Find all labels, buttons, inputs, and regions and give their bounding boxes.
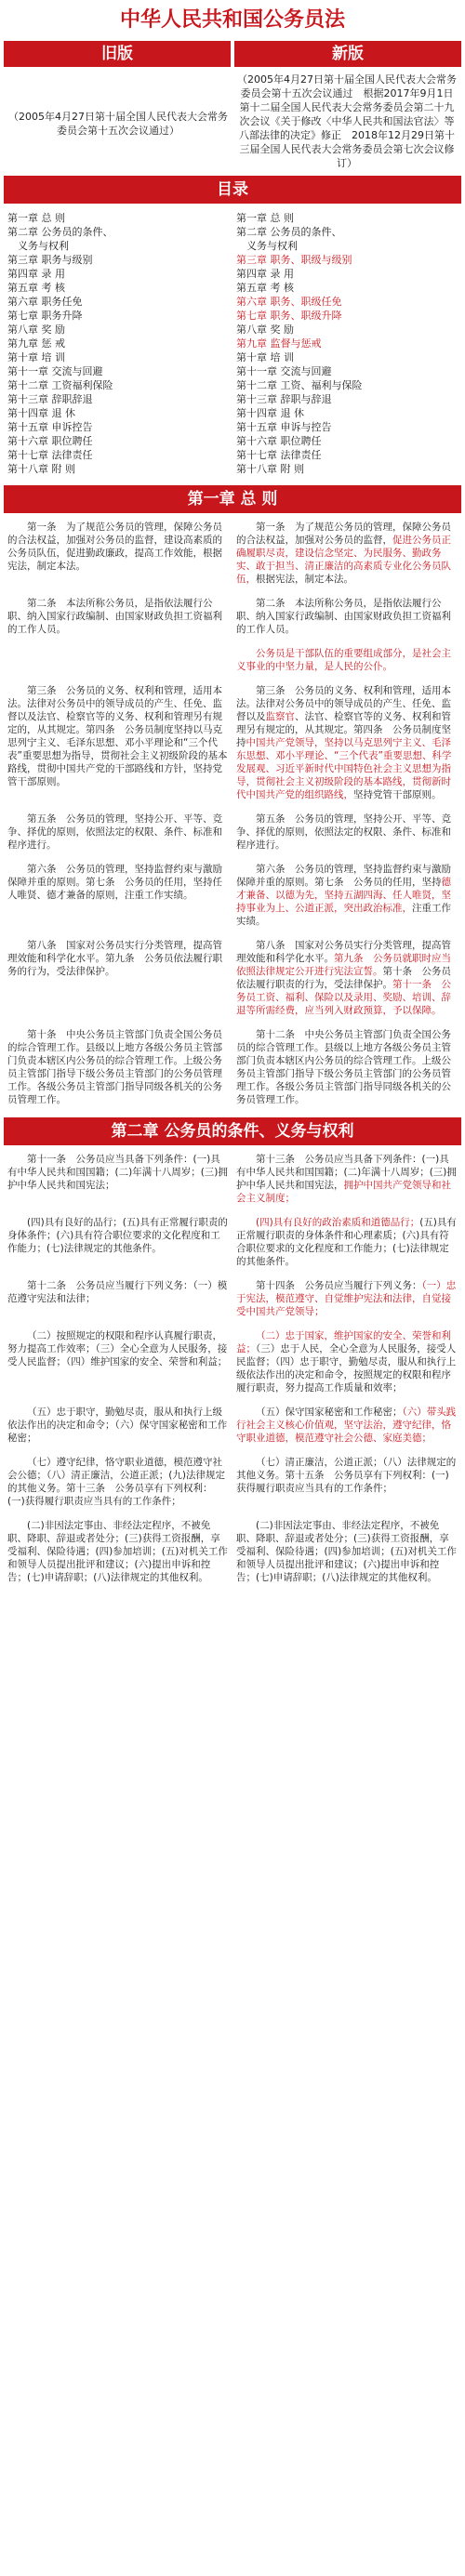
old-article-text [7, 1406, 229, 1445]
text-segment: (二)非因法定事由、非经法定程序，不被免职、降职、辞退或者处分； [7, 1520, 211, 1544]
article-row [0, 1279, 465, 1318]
new-article-text [236, 812, 458, 852]
toc-old-item: 第十章 培 训 [7, 351, 65, 363]
text-segment: 第十二条 中央公务员主管部门负责全国公务员的综合管理工作。县级以上地方各级公务员主管部门负责本辖区内公务员的综合管理工作。上级公务员主管部门指导下级公务员主管部门的公务员管理工作。各级公务员主管部门指导同级各机关的公务员管理工作。 [236, 1029, 451, 1105]
text-segment: 第十二条 公务员应当履行下列义务： [27, 1280, 193, 1291]
new-article-text [236, 1028, 458, 1106]
text-segment: (三)拥护中华人民共和国宪法； [7, 1167, 228, 1191]
toc-old-item: 第十五章 申诉控告 [7, 421, 93, 433]
new-article-text [236, 863, 458, 928]
new-article-text [236, 1153, 458, 1205]
text-segment: 第十条 公务员依法履行职责的行为，受法律保护。 [236, 966, 451, 990]
text-segment: (五)具有正常履行职责的身体条件和心理素质； [236, 1217, 457, 1241]
toc-new-item: 第六章 职务、职级任免 [236, 296, 342, 308]
text-segment: （三）全心全意为人民服务，接受人民监督； [7, 1343, 228, 1367]
text-segment: (一)具有中华人民共和国国籍； [7, 1154, 220, 1178]
toc-old-item: 第七章 职务升降 [7, 310, 83, 322]
toc-new-item: 第四章 录 用 [236, 268, 294, 280]
new-article-text [236, 1406, 458, 1445]
old-toc-list [7, 211, 229, 476]
toc-section [0, 211, 465, 476]
text-segment: 、法官、检察官等的义务、权利和管理另有规定的，从其规定。第四条 公务员制度坚持 [236, 711, 451, 748]
toc-new-item: 第十二章 工资、福利与保险 [236, 379, 363, 391]
text-segment: 第二条 本法所称公务员，是指依法履行公职、纳入国家行政编制、由国家财政负担工资福利的工作人员。 [7, 598, 222, 635]
toc-old-item: 第十四章 退 休 [7, 407, 75, 419]
toc-old-item: 第一章 总 则 [7, 212, 65, 224]
toc-old-item: 第十七章 法律责任 [7, 449, 93, 461]
new-article-text [236, 647, 458, 673]
old-article-text [7, 521, 229, 586]
new-edition-note: （2005年4月27日第十届全国人民代表大会常务委员会第十五次会议通过 根据2017年9月1日第十二届全国人民代表大会常务委员会第二十九次会议《关于修改〈中华人民共和国法官法〉等八部法律的决定》修正 2018年12月29日第十三届全国人民代表大会常务委员会第七次会议修订） [237, 73, 457, 169]
text-segment: (八)法律规定的其他权利。 [322, 1572, 437, 1583]
text-segment: 第三条 公务员的义务、权利和管理，适用本法。法律对公务员中的领导成员的产生、任免、监督以及 [236, 685, 451, 722]
text-segment: (七)法律规定的其他条件。 [236, 1243, 449, 1267]
text-segment: （七）清正廉洁，公道正派； [256, 1457, 383, 1468]
old-article-text [7, 1456, 229, 1508]
article-row [0, 684, 465, 801]
text-segment: (六)具有符合职位要求的文化程度和工作能力； [7, 1230, 220, 1254]
text-segment: 注重工作实绩。 [236, 903, 451, 927]
toc-new-item: 第七章 职务、职级升降 [236, 310, 342, 322]
old-article-text [7, 812, 229, 852]
toc-old-item: 第十六章 职位聘任 [7, 435, 93, 447]
toc-new-item: 第十五章 申诉与控告 [236, 421, 332, 433]
text-segment: (六)提出申诉和控告； [236, 1559, 440, 1583]
toc-new-item: 第三章 职务、职级与级别 [236, 254, 352, 266]
new-article-text [236, 597, 458, 636]
toc-old-item: 第十三章 辞职辞退 [7, 393, 93, 405]
text-segment: （五）保守国家秘密和工作秘密； [256, 1407, 403, 1418]
text-segment: 第九条 公务员就职时应当依照法律规定公开进行宪法宣誓。 [236, 953, 451, 977]
toc-header: 目录 [4, 176, 461, 204]
toc-old-item: 第二章 公务员的条件、 [7, 226, 113, 238]
toc-old-item: 第九章 惩 戒 [7, 337, 65, 350]
toc-old-item: 第八章 奖 励 [7, 324, 65, 336]
text-segment: 第八条 国家对公务员实行分类管理，提高管理效能和科学化水平。 [236, 940, 451, 964]
version-header [4, 41, 461, 67]
new-article-text [236, 1216, 458, 1268]
new-article-text [236, 1279, 458, 1318]
old-article-text [7, 1519, 229, 1584]
toc-new-item: 第十七章 法律责任 [236, 449, 322, 461]
toc-new-item: 义务与权利 [236, 240, 298, 252]
text-segment: 第十三条 公务员享有下列权利： [66, 1483, 213, 1494]
text-segment: （三）忠于人民，全心全意为人民服务，接受人民监督； [236, 1343, 457, 1367]
text-segment: （八）清正廉洁，公道正派； [46, 1470, 169, 1481]
text-segment: 公务员是干部队伍的重要组成部分，是社会主义事业的中坚力量，是人民的公仆。 [236, 648, 451, 672]
new-article-text [236, 1456, 458, 1508]
text-segment: (六)具有符合职位要求的文化程度和工作能力； [236, 1230, 449, 1254]
chapter-1-header: 第一章 总 则 [4, 485, 461, 513]
text-segment: （二）按照规定的权限和程序认真履行职责，努力提高工作效率； [7, 1330, 222, 1354]
toc-old-item: 第六章 职务任免 [7, 296, 83, 308]
text-segment: (四)具有良好的政治素质和道德品行； [256, 1217, 420, 1228]
article-row [0, 597, 465, 636]
text-segment: 拥护中国共产党领导和社会主义制度； [236, 1180, 451, 1204]
text-segment: (四)具有良好的品行； [27, 1217, 123, 1228]
text-segment: (七)法律规定的其他条件。 [46, 1243, 162, 1254]
text-segment: 第一条 为了规范公务员的管理，保障公务员的合法权益，加强对公务员的监督， [236, 522, 451, 546]
text-segment: (四)参加培训； [95, 1546, 162, 1557]
text-segment: 坚持党管干部原则。 [353, 789, 442, 800]
old-edition-note: （2005年4月27日第十届全国人民代表大会常务委员会第十五次会议通过） [8, 111, 228, 137]
text-segment: 第十五条 公务员享有下列权利： [285, 1470, 432, 1481]
text-segment: 第一条 为了规范公务员的管理，保障公务员的合法权益，加强对公务员的监督，建设高素质的公务员队伍，促进勤政廉政，提高工作效能，根据宪法，制定本法。 [7, 522, 222, 572]
article-row [0, 939, 465, 1017]
text-segment: (四)参加培训； [324, 1546, 391, 1557]
text-segment: （七）遵守纪律，恪守职业道德，模范遵守社会公德； [7, 1457, 222, 1481]
text-segment: 德才兼备、以德为先，坚持五湖四海、任人唯贤，坚持事业为上、公道正派，突出政治标准， [236, 877, 451, 914]
old-article-text [7, 863, 229, 928]
chapter-2-body [0, 1153, 465, 1584]
toc-new-item: 第十四章 退 休 [236, 407, 304, 419]
text-segment: （四）维护国家的安全、荣誉和利益； [66, 1356, 228, 1367]
text-segment: 第五条 公务员的管理，坚持公开、平等、竞争、择优的原则，依照法定的权限、条件、标准和程序进行。 [7, 813, 222, 851]
new-article-text [236, 684, 458, 801]
article-row [0, 1028, 465, 1106]
text-segment: (六)提出申诉和控告； [7, 1559, 211, 1583]
text-segment: (一)获得履行职责应当具有的工作条件； [7, 1496, 181, 1507]
text-segment: （八）法律规定的其他义务。 [236, 1457, 457, 1481]
new-article-text [236, 939, 458, 1017]
new-article-text [236, 1519, 458, 1584]
text-segment: (三)获得工资报酬，享受福利、保险待遇； [236, 1533, 449, 1557]
text-segment: (一)具有中华人民共和国国籍； [236, 1154, 449, 1178]
article-row [0, 1329, 465, 1394]
toc-old-item: 第三章 职务与级别 [7, 254, 93, 266]
text-segment: 第三条 公务员的义务、权利和管理，适用本法。法律对公务员中的领导成员的产生、任免、监督以及法官、检察官等的义务、权利和管理另有规定的，从其规定。第四条 公务员制度坚持以马克思列宁主义、毛泽东思想、邓小平理论和“三个代表”重要思想为指导，贯彻社会主义初级阶段的基本路线，贯彻中国共产党的干部路线和方针，坚持党管干部原则。 [7, 685, 228, 787]
old-article-text [7, 1279, 229, 1318]
article-row [0, 812, 465, 852]
toc-old-item: 第四章 录 用 [7, 268, 65, 280]
text-segment: 第六条 公务员的管理，坚持监督约束与激励保障并重的原则。第七条 公务员的任用，坚持 [236, 864, 451, 888]
toc-new-item: 第二章 公务员的条件、 [236, 226, 342, 238]
text-segment: (五)对机关工作和领导人员提出批评和建议； [236, 1546, 457, 1570]
chapter-2-header: 第二章 公务员的条件、义务与权利 [4, 1117, 461, 1145]
toc-old-item: 第十二章 工资福利保险 [7, 379, 113, 391]
page-title: 中华人民共和国公务员法 [119, 8, 345, 32]
text-segment: 根据宪法，制定本法。 [256, 574, 353, 585]
text-segment: （一）模范遵守宪法和法律； [7, 1280, 228, 1304]
old-article-text [7, 1153, 229, 1205]
text-segment: (七)申请辞职； [256, 1572, 323, 1583]
article-row [0, 863, 465, 928]
text-segment: （四）忠于职守，勤勉尽责，服从和执行上级依法作出的决定和命令，按照规定的权限和程序履行职责，努力提高工作质量和效率； [236, 1356, 457, 1394]
text-segment: (九)法律规定的其他义务。 [7, 1470, 225, 1494]
old-version-label: 旧版 [4, 41, 231, 67]
text-segment: (七)申请辞职； [27, 1572, 94, 1583]
old-article-text [7, 939, 229, 1017]
text-segment: 第十条 中央公务员主管部门负责全国公务员的综合管理工作。县级以上地方各级公务员主管部门负责本辖区内公务员的综合管理工作。上级公务员主管部门指导下级公务员主管部门的公务员管理工作。各级公务员主管部门指导同级各机关的公务员管理工作。 [7, 1029, 222, 1105]
text-segment: （六）带头践行社会主义核心价值观，坚守法治，遵守纪律，恪守职业道德，模范遵守社会公德、家庭美德； [236, 1407, 457, 1444]
text-segment: (一)获得履行职责应当具有的工作条件； [236, 1470, 449, 1494]
toc-old-item: 第十八章 附 则 [7, 463, 75, 475]
text-segment: （五）忠于职守，勤勉尽责，服从和执行上级依法作出的决定和命令； [7, 1407, 222, 1431]
text-segment: 第二条 本法所称公务员，是指依法履行公职、纳入国家行政编制、由国家财政负担工资福利的工作人员。 [236, 598, 451, 635]
text-segment: 监察官 [265, 711, 295, 722]
text-segment: (五)具有正常履行职责的身体条件； [7, 1217, 228, 1241]
toc-old-item: 第十一章 交流与回避 [7, 365, 103, 377]
toc-new-item: 第十三章 辞职与辞退 [236, 393, 332, 405]
text-segment: (八)法律规定的其他权利。 [93, 1572, 208, 1583]
text-segment: 第六条 公务员的管理，坚持监督约束与激励保障并重的原则。第七条 公务员的任用，坚持任人唯贤、德才兼备的原则，注重工作实绩。 [7, 864, 222, 901]
article-row [0, 1406, 465, 1445]
text-segment: 第十四条 公务员应当履行下列义务： [256, 1280, 422, 1291]
article-row [0, 1519, 465, 1584]
old-article-text [7, 1329, 229, 1394]
text-segment: 第五条 公务员的管理，坚持公开、平等、竞争、择优的原则，依照法定的权限、条件、标准和程序进行。 [236, 813, 451, 851]
article-row [0, 647, 465, 673]
toc-new-item: 第十章 培 训 [236, 351, 294, 363]
text-segment: （一）忠于宪法，模范遵守、自觉维护宪法和法律，自觉接受中国共产党领导； [236, 1280, 457, 1317]
text-segment: (五)对机关工作和领导人员提出批评和建议； [7, 1546, 228, 1570]
text-segment: (三)拥护中华人民共和国宪法， [236, 1167, 457, 1191]
new-toc-list [236, 211, 458, 476]
new-version-label: 新版 [234, 41, 461, 67]
text-segment: （二）忠于国家，维护国家的安全、荣誉和利益； [236, 1330, 451, 1354]
text-segment: (二)非因法定事由、非经法定程序，不被免职、降职、辞退或者处分； [236, 1520, 440, 1544]
chapter-1-body [0, 521, 465, 1106]
text-segment: 第十三条 公务员应当具备下列条件： [256, 1154, 422, 1165]
text-segment: 第十一条 公务员应当具备下列条件： [27, 1154, 193, 1165]
toc-new-item: 第十八章 附 则 [236, 463, 304, 475]
old-article-text [7, 647, 229, 673]
article-row [0, 1456, 465, 1508]
old-article-text [7, 684, 229, 801]
toc-new-item: 第十一章 交流与回避 [236, 365, 332, 377]
new-article-text [236, 521, 458, 586]
text-segment: (二)年满十八周岁； [343, 1167, 430, 1178]
old-article-text [7, 597, 229, 636]
toc-old-item: 第五章 考 核 [7, 282, 65, 294]
article-row [0, 1216, 465, 1268]
toc-new-item: 第五章 考 核 [236, 282, 294, 294]
article-row [0, 521, 465, 586]
toc-new-item: 第九章 监督与惩戒 [236, 337, 322, 350]
toc-old-item: 义务与权利 [7, 240, 69, 252]
text-segment: 第十一条 公务员工资、福利、保险以及录用、奖励、培训、辞退等所需经费，应当列入财政预算，予以保障。 [236, 979, 451, 1016]
edition-row [0, 73, 465, 170]
text-segment: 促进公务员正确履职尽责，建设信念坚定、为民服务、勤政务实、敢于担当、清正廉洁的高素质专业化公务员队伍， [236, 535, 451, 585]
text-segment: （六）保守国家秘密和工作秘密； [7, 1420, 228, 1444]
article-row [0, 1153, 465, 1205]
old-article-text [7, 1216, 229, 1268]
new-article-text [236, 1329, 458, 1394]
text-segment: (三)获得工资报酬，享受福利、保险待遇； [7, 1533, 220, 1557]
old-article-text [7, 1028, 229, 1106]
text-segment: (二)年满十八周岁； [114, 1167, 201, 1178]
toc-new-item: 第十六章 职位聘任 [236, 435, 322, 447]
text-segment: 中国共产党领导，坚持以马克思列宁主义、毛泽东思想、邓小平理论、“三个代表”重要思想、科学发展观、习近平新时代中国特色社会主义思想为指导，贯彻社会主义初级阶段的基本路线，贯彻新时代中国共产党的组织路线， [236, 737, 452, 800]
toc-new-item: 第一章 总 则 [236, 212, 294, 224]
toc-new-item: 第八章 奖 励 [236, 324, 294, 336]
text-segment: 第八条 国家对公务员实行分类管理，提高管理效能和科学化水平。第九条 公务员依法履行职务的行为，受法律保护。 [7, 940, 222, 977]
